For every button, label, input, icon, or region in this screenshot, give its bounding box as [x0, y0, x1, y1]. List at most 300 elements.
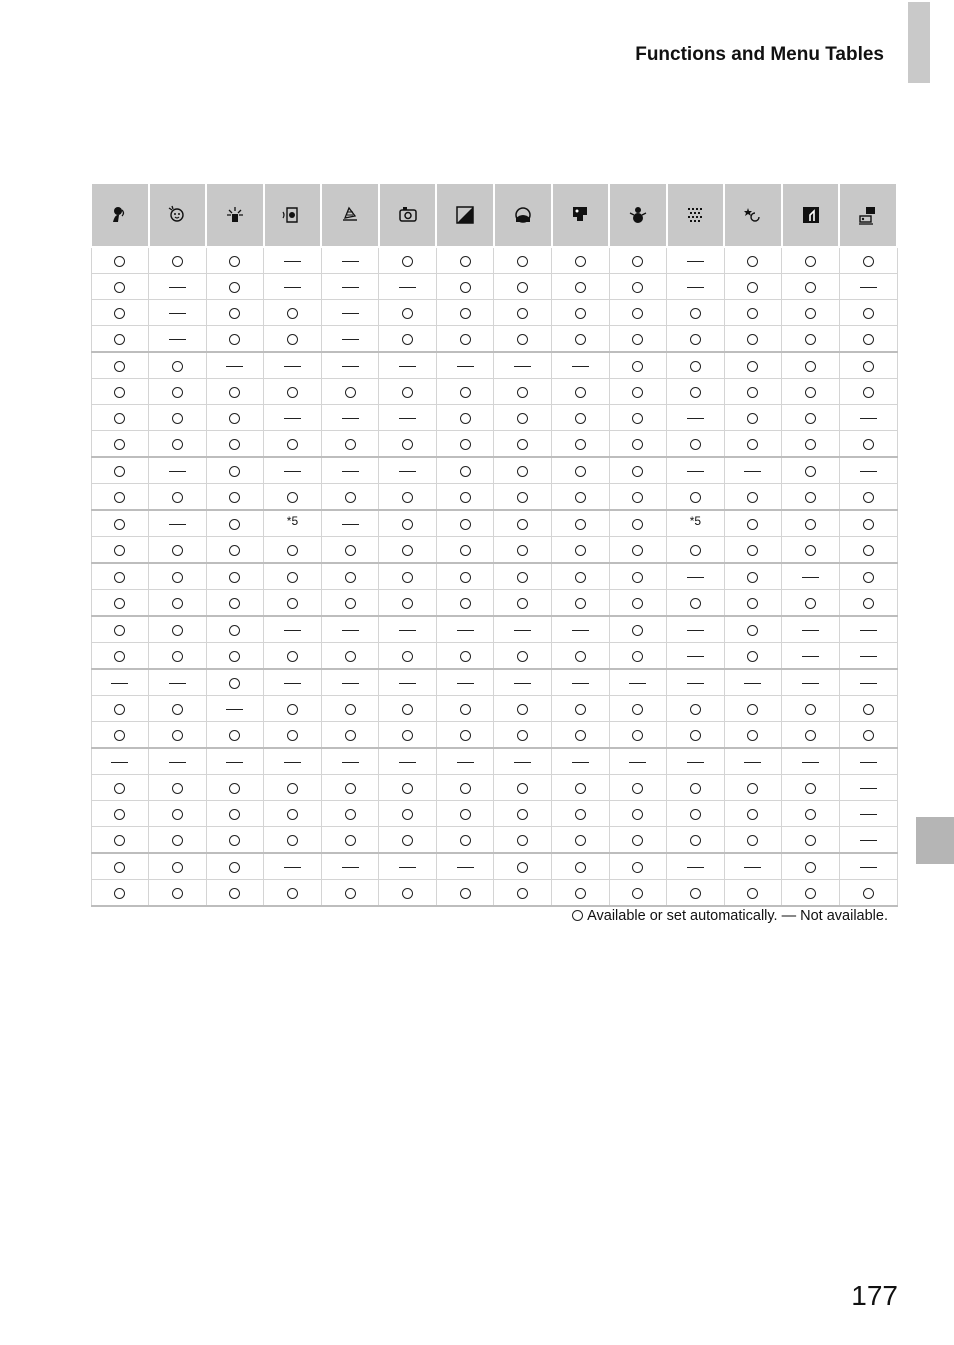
table-cell [91, 563, 149, 590]
table-cell [379, 748, 437, 775]
available-icon [229, 308, 240, 319]
table-cell [667, 669, 725, 696]
available-icon [747, 625, 758, 636]
not-available-icon [284, 630, 301, 631]
available-icon [575, 256, 586, 267]
table-cell [264, 880, 322, 907]
table-cell [839, 274, 897, 300]
available-icon [747, 545, 758, 556]
table-cell [724, 563, 782, 590]
available-icon [229, 334, 240, 345]
table-cell [782, 300, 840, 326]
column-header-13 [782, 184, 840, 247]
table-cell [667, 590, 725, 617]
table-cell [149, 431, 207, 458]
available-icon [229, 256, 240, 267]
table-cell [552, 722, 610, 749]
available-icon [863, 519, 874, 530]
table-cell [494, 510, 552, 537]
available-icon [575, 387, 586, 398]
available-icon [172, 783, 183, 794]
available-icon [402, 387, 413, 398]
page-number: 177 [851, 1280, 898, 1311]
available-icon [460, 545, 471, 556]
table-cell [321, 326, 379, 353]
table-cell [494, 300, 552, 326]
table-cell [609, 510, 667, 537]
available-icon [287, 598, 298, 609]
table-cell [667, 880, 725, 907]
available-icon [345, 387, 356, 398]
smart-shutter-icon [207, 204, 263, 226]
available-icon [863, 334, 874, 345]
table-cell [609, 801, 667, 827]
table-cell [494, 748, 552, 775]
available-icon [575, 704, 586, 715]
table-cell [264, 748, 322, 775]
table-cell [724, 853, 782, 880]
table-cell [379, 827, 437, 854]
available-icon [517, 704, 528, 715]
available-icon [632, 439, 643, 450]
footnote-ref: *5 [286, 514, 299, 528]
not-available-icon [342, 261, 359, 262]
available-icon [805, 466, 816, 477]
available-icon [805, 413, 816, 424]
table-cell [149, 300, 207, 326]
available-icon [632, 519, 643, 530]
table-cell [379, 247, 437, 274]
available-icon [575, 809, 586, 820]
table-cell [609, 352, 667, 379]
table-cell [379, 300, 437, 326]
not-available-icon [860, 630, 877, 631]
table-cell [149, 669, 207, 696]
table-cell [724, 300, 782, 326]
not-available-icon [572, 366, 589, 367]
table-cell [436, 827, 494, 854]
table-row [91, 431, 897, 458]
not-available-icon [860, 814, 877, 815]
table-cell [609, 379, 667, 405]
table-cell [321, 696, 379, 722]
table-cell [436, 563, 494, 590]
available-icon [229, 678, 240, 689]
table-cell [149, 722, 207, 749]
available-icon [632, 835, 643, 846]
table-cell [436, 510, 494, 537]
available-icon [805, 888, 816, 899]
table-cell [494, 352, 552, 379]
table-cell [149, 247, 207, 274]
table-cell [609, 880, 667, 907]
table-cell [379, 457, 437, 484]
table-cell [91, 853, 149, 880]
table-cell [494, 405, 552, 431]
available-icon [632, 282, 643, 293]
table-cell [782, 431, 840, 458]
table-cell [609, 537, 667, 564]
table-cell [667, 696, 725, 722]
available-icon [747, 439, 758, 450]
available-icon [517, 862, 528, 873]
available-icon [229, 492, 240, 503]
available-icon [805, 835, 816, 846]
table-cell [724, 484, 782, 511]
available-icon [172, 835, 183, 846]
available-icon [114, 413, 125, 424]
table-cell [552, 274, 610, 300]
table-cell [782, 247, 840, 274]
available-icon [114, 704, 125, 715]
available-icon [575, 492, 586, 503]
table-cell [494, 274, 552, 300]
not-available-icon [802, 762, 819, 763]
available-icon [402, 439, 413, 450]
table-cell [379, 775, 437, 801]
not-available-icon [284, 366, 301, 367]
table-cell [91, 510, 149, 537]
available-icon [517, 519, 528, 530]
table-cell [264, 405, 322, 431]
available-icon [114, 598, 125, 609]
not-available-icon [860, 840, 877, 841]
available-icon [632, 888, 643, 899]
table-cell [839, 326, 897, 353]
table-cell [782, 484, 840, 511]
available-icon [805, 282, 816, 293]
table-cell [667, 853, 725, 880]
available-icon [863, 888, 874, 899]
not-available-icon [399, 366, 416, 367]
table-cell [379, 616, 437, 643]
available-icon [575, 651, 586, 662]
table-cell [91, 827, 149, 854]
not-available-icon [687, 630, 704, 631]
table-cell [91, 880, 149, 907]
table-cell [206, 352, 264, 379]
available-icon [805, 809, 816, 820]
not-available-icon [687, 577, 704, 578]
not-available-icon [744, 762, 761, 763]
available-icon [287, 835, 298, 846]
available-icon [747, 730, 758, 741]
table-cell [552, 775, 610, 801]
table-cell [724, 405, 782, 431]
beach-icon [322, 204, 378, 226]
table-cell [149, 352, 207, 379]
table-cell [206, 748, 264, 775]
table-cell [667, 326, 725, 353]
column-header-7 [436, 184, 494, 247]
table-cell [91, 484, 149, 511]
table-row [91, 457, 897, 484]
table-cell [91, 379, 149, 405]
table-cell [494, 880, 552, 907]
available-icon [747, 572, 758, 583]
movie-icon [840, 204, 896, 226]
table-cell [379, 563, 437, 590]
available-icon [517, 783, 528, 794]
not-available-icon [399, 471, 416, 472]
table-cell [724, 590, 782, 617]
not-available-icon [342, 287, 359, 288]
table-cell [436, 537, 494, 564]
available-icon [114, 888, 125, 899]
available-icon [172, 413, 183, 424]
table-row [91, 563, 897, 590]
available-icon [287, 387, 298, 398]
table-cell [667, 510, 725, 537]
table-cell [552, 431, 610, 458]
available-icon [632, 492, 643, 503]
available-icon [747, 492, 758, 503]
available-icon [747, 256, 758, 267]
table-cell [264, 379, 322, 405]
available-icon [287, 439, 298, 450]
table-cell [264, 300, 322, 326]
table-cell [206, 616, 264, 643]
available-icon [632, 545, 643, 556]
table-cell [724, 669, 782, 696]
available-icon [114, 572, 125, 583]
not-available-icon [572, 630, 589, 631]
table-cell [149, 379, 207, 405]
stitch-assist-icon [783, 204, 839, 226]
table-cell [839, 590, 897, 617]
available-icon [172, 572, 183, 583]
available-icon [114, 334, 125, 345]
table-cell [264, 457, 322, 484]
available-icon [805, 598, 816, 609]
not-available-icon [226, 366, 243, 367]
table-cell [436, 431, 494, 458]
available-icon [402, 572, 413, 583]
table-cell [379, 405, 437, 431]
available-icon [863, 704, 874, 715]
table-cell [321, 274, 379, 300]
not-available-icon [687, 683, 704, 684]
table-cell [724, 801, 782, 827]
available-icon [517, 730, 528, 741]
available-icon [805, 361, 816, 372]
available-icon [402, 519, 413, 530]
table-cell [436, 590, 494, 617]
not-available-icon [860, 762, 877, 763]
not-available-icon [399, 683, 416, 684]
table-cell [149, 484, 207, 511]
table-cell [552, 247, 610, 274]
table-cell [379, 696, 437, 722]
table-cell [552, 563, 610, 590]
table-cell [782, 590, 840, 617]
available-icon [863, 545, 874, 556]
table-cell [609, 775, 667, 801]
table-cell [436, 696, 494, 722]
available-icon [690, 439, 701, 450]
table-cell [321, 590, 379, 617]
table-cell [494, 696, 552, 722]
table-cell [436, 853, 494, 880]
table-row [91, 748, 897, 775]
available-icon [517, 466, 528, 477]
table-cell [91, 722, 149, 749]
table-cell [494, 590, 552, 617]
available-icon [402, 888, 413, 899]
table-cell [379, 590, 437, 617]
available-icon [402, 492, 413, 503]
table-cell [494, 563, 552, 590]
table-cell [839, 431, 897, 458]
table-cell [724, 352, 782, 379]
low-light-icon [265, 204, 321, 226]
table-row [91, 827, 897, 854]
table-row [91, 696, 897, 722]
table-cell [552, 326, 610, 353]
table-cell [609, 431, 667, 458]
available-icon [575, 519, 586, 530]
table-cell [839, 405, 897, 431]
table-cell [264, 696, 322, 722]
table-cell [206, 274, 264, 300]
table-cell [782, 326, 840, 353]
table-cell [436, 274, 494, 300]
available-icon [287, 545, 298, 556]
available-icon [690, 730, 701, 741]
available-icon [345, 545, 356, 556]
available-icon [632, 387, 643, 398]
table-row [91, 590, 897, 617]
available-icon [114, 730, 125, 741]
not-available-icon [457, 762, 474, 763]
table-cell [206, 563, 264, 590]
table-cell [379, 484, 437, 511]
not-available-icon [457, 867, 474, 868]
not-available-icon [514, 683, 531, 684]
available-icon [747, 308, 758, 319]
table-cell [321, 405, 379, 431]
not-available-icon [284, 683, 301, 684]
available-icon [460, 387, 471, 398]
not-available-icon [514, 630, 531, 631]
table-cell [724, 827, 782, 854]
not-available-icon [860, 867, 877, 868]
table-cell [782, 510, 840, 537]
not-available-icon [169, 471, 186, 472]
table-cell [436, 300, 494, 326]
table-cell [436, 616, 494, 643]
table-cell [206, 431, 264, 458]
table-row [91, 616, 897, 643]
table-cell [264, 431, 322, 458]
available-icon [287, 492, 298, 503]
available-icon [575, 835, 586, 846]
table-cell [667, 563, 725, 590]
table-cell [91, 457, 149, 484]
table-cell [321, 300, 379, 326]
table-cell [379, 801, 437, 827]
not-available-icon [457, 683, 474, 684]
table-cell [91, 801, 149, 827]
available-icon [114, 783, 125, 794]
table-cell [724, 537, 782, 564]
table-cell [839, 484, 897, 511]
table-row [91, 669, 897, 696]
table-cell [839, 696, 897, 722]
table-cell [552, 696, 610, 722]
table-cell [782, 405, 840, 431]
not-available-icon [342, 339, 359, 340]
available-icon [460, 439, 471, 450]
table-row [91, 775, 897, 801]
not-available-icon [399, 418, 416, 419]
available-icon [690, 387, 701, 398]
table-cell [839, 457, 897, 484]
available-icon [114, 545, 125, 556]
table-cell [782, 669, 840, 696]
available-icon [747, 651, 758, 662]
table-cell [667, 748, 725, 775]
table-cell [436, 880, 494, 907]
available-icon [805, 256, 816, 267]
table-cell [264, 616, 322, 643]
available-icon [402, 256, 413, 267]
not-available-icon [399, 867, 416, 868]
table-row [91, 247, 897, 274]
available-icon [805, 862, 816, 873]
available-icon [517, 439, 528, 450]
table-cell [839, 801, 897, 827]
table-cell [839, 616, 897, 643]
available-icon [114, 862, 125, 873]
table-cell [206, 537, 264, 564]
table-cell [321, 775, 379, 801]
table-cell [782, 457, 840, 484]
not-available-icon [342, 683, 359, 684]
table-cell [379, 643, 437, 670]
table-cell [91, 590, 149, 617]
available-icon [517, 835, 528, 846]
not-available-icon [169, 287, 186, 288]
table-cell [667, 722, 725, 749]
available-icon [229, 835, 240, 846]
table-cell [321, 827, 379, 854]
available-icon [690, 492, 701, 503]
available-icon [114, 439, 125, 450]
not-available-icon [687, 867, 704, 868]
available-icon [172, 651, 183, 662]
table-cell [206, 379, 264, 405]
table-cell [149, 827, 207, 854]
table-cell [552, 510, 610, 537]
table-cell [264, 775, 322, 801]
not-available-icon [687, 287, 704, 288]
not-available-icon [284, 418, 301, 419]
not-available-icon [744, 867, 761, 868]
table-cell [609, 696, 667, 722]
table-cell [91, 696, 149, 722]
table-cell [609, 563, 667, 590]
column-header-5 [321, 184, 379, 247]
not-available-icon [342, 867, 359, 868]
table-row [91, 484, 897, 511]
table-cell [206, 696, 264, 722]
available-icon [632, 598, 643, 609]
table-cell [552, 643, 610, 670]
not-available-icon [284, 762, 301, 763]
column-header-1 [91, 184, 149, 247]
not-available-icon [111, 762, 128, 763]
